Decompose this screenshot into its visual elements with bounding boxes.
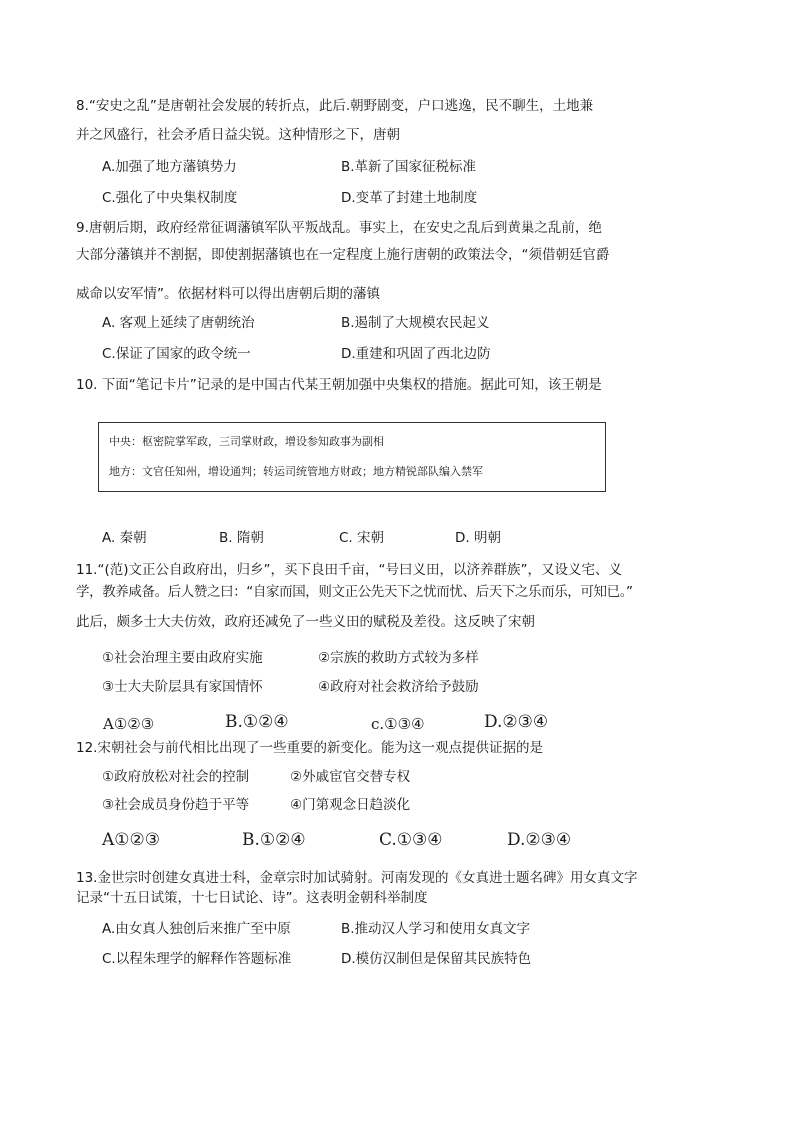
note-card	[98, 422, 606, 492]
q12-stem-line-1: 12.宋朝社会与前代相比出现了一些重要的新变化。能为这一观点提供证据的是	[76, 740, 543, 756]
q12-option-a: A①②③	[102, 830, 160, 850]
q8-option-d: D.变革了封建土地制度	[341, 190, 478, 206]
q11-option-a: A①②③	[103, 715, 155, 733]
q13-option-d: D.模仿汉制但是保留其民族特色	[341, 951, 532, 967]
q11-option-d: D.②③④	[484, 712, 549, 732]
q12-option-b: B.①②④	[242, 830, 306, 850]
q9-stem-line-1: 9.唐朝后期，政府经常征调藩镇军队平叛战乱。事实上，在安史之乱后到黄巢之乱前，绝	[76, 220, 602, 236]
q10-option-b: B. 隋朝	[219, 530, 264, 546]
q11-statement-1: ①社会治理主要由政府实施	[102, 650, 263, 666]
q10-option-d: D. 明朝	[455, 530, 501, 546]
q9-option-d: D.重建和巩固了西北边防	[341, 346, 491, 362]
q12-statement-4: ④门第观念日趋淡化	[290, 797, 411, 813]
q8-stem-line-1: 8.“安史之乱”是唐朝社会发展的转折点，此后.朝野剧变，户口逃逸，民不聊生，土地兼	[76, 98, 594, 114]
note-card-local: 地方：文官任知州，增设通判；转运司统管地方财政；地方精锐部队编入禁军	[109, 465, 483, 478]
q9-stem-line-3: 威命以安军情”。依据材料可以得出唐朝后期的藩镇	[76, 286, 380, 302]
q10-option-a: A. 秦朝	[102, 530, 147, 546]
q13-option-a: A.由女真人独创后来推广至中原	[102, 921, 291, 937]
q11-statement-4: ④政府对社会救济给予鼓励	[318, 679, 479, 695]
q8-stem-line-2: 并之风盛行，社会矛盾日益尖锐。这种情形之下，唐朝	[76, 127, 400, 143]
q8-option-b: B.革新了国家征税标准	[341, 159, 477, 175]
q8-option-c: C.强化了中央集权制度	[102, 190, 238, 206]
q11-option-c: c.①③④	[371, 715, 425, 733]
q9-stem-line-2: 大部分藩镇并不割据，即使割据藩镇也在一定程度上施行唐朝的政策法令，“须借朝廷官爵	[76, 247, 610, 263]
q13-stem-line-2: 记录“十五日试策，十七日试论、诗”。这表明金朝科举制度	[76, 890, 428, 906]
q13-stem-line-1: 13.金世宗时创建女真进士科，金章宗时加试骑射。河南发现的《女真进士题名碑》用女真文字	[76, 870, 638, 886]
q12-option-c: C.①③④	[379, 830, 443, 850]
q9-option-a: A. 客观上延续了唐朝统治	[102, 315, 255, 331]
q10-option-c: C. 宋朝	[339, 530, 385, 546]
q11-stem-line-2: 学，教养咸备。后人赞之曰：“自家而国，则文正公先天下之忧而忧、后天下之乐而乐，可知已。”	[76, 584, 633, 600]
q12-option-d: D.②③④	[507, 830, 572, 850]
q12-statement-3: ③社会成员身份趋于平等	[102, 797, 250, 813]
q11-stem-line-3: 此后，颇多士大夫仿效，政府还减免了一些义田的赋税及差役。这反映了宋朝	[76, 614, 535, 630]
q8-option-a: A.加强了地方藩镇势力	[102, 159, 237, 175]
q12-statement-2: ②外戚宦官交替专权	[290, 769, 411, 785]
q10-stem-line-1: 10. 下面“笔记卡片”记录的是中国古代某王朝加强中央集权的措施。据此可知，该王朝是	[76, 377, 602, 393]
q12-statement-1: ①政府放松对社会的控制	[102, 769, 250, 785]
q13-option-c: C.以程朱理学的解释作答题标准	[102, 951, 292, 967]
q9-option-c: C.保证了国家的政令统一	[102, 346, 251, 362]
q13-option-b: B.推动汉人学习和使用女真文字	[341, 921, 531, 937]
q11-option-b: B.①②④	[225, 712, 289, 732]
q9-option-b: B.遏制了大规模农民起义	[341, 315, 490, 331]
q11-statement-3: ③士大夫阶层具有家国情怀	[102, 679, 263, 695]
q11-statement-2: ②宗族的救助方式较为多样	[318, 650, 479, 666]
note-card-central: 中央：枢密院掌军政，三司掌财政，增设参知政事为副相	[109, 435, 384, 448]
q11-stem-line-1: 11.“(范)文正公自政府出，归乡”，买下良田千亩，“号曰义田，以济养群族”，又设义宅、义	[76, 562, 622, 578]
